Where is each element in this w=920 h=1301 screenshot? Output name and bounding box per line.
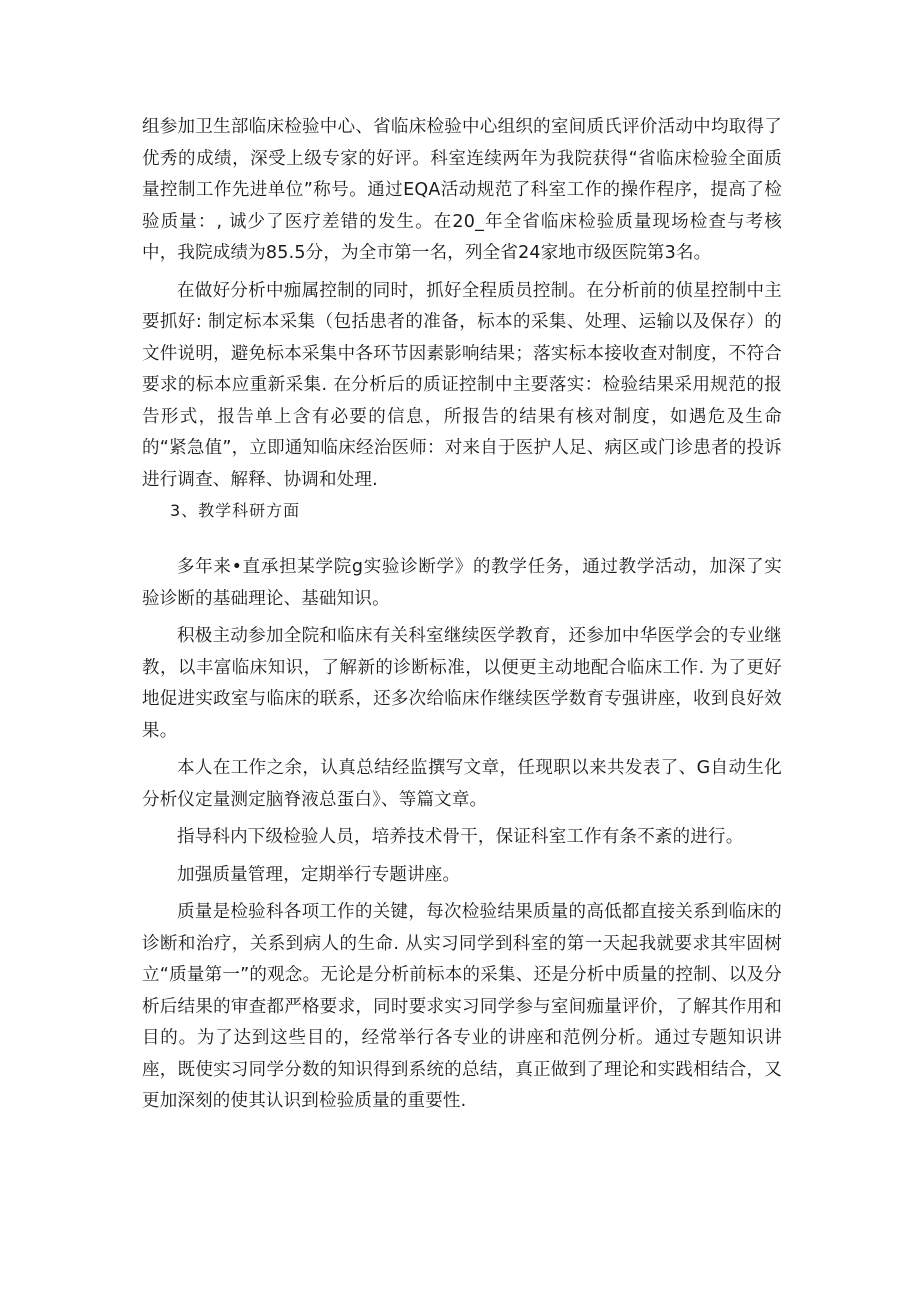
paragraph-quality-importance: 质量是检验科各项工作的关键，每次检验结果质量的高低都直接关系到临床的诊断和治疗，关系到病人的生命. 从实习同学到科室的第一天起我就要求其牢固树立“质量第一”的观念。无论是分析前标本的采集、还是分析中质量的控制、以及分析后结果的审查都严格要求，同时要求实习同学参与室间痂量评价，了解其作用和目的。为了达到这些目的，经常举行各专业的讲座和范例分析。通过专题知识讲座，既使实习同学分数的知识得到系统的总结，真正做到了理论和实践相结合，又更加深刻的使其认识到检验质量的重要性.: [142, 902, 782, 1111]
paragraph-teaching: 多年来•直承担某学院g实验诊断学》的教学任务，通过教学活动，加深了实验诊断的基础理论、基础知识。: [142, 557, 782, 609]
paragraph-quality-control: 在做好分析中痂属控制的同时，抓好全程质员控制。在分析前的侦星控制中主要抓好: 制定标本采集（包括患者的准备，标本的采集、处理、运输以及保存）的文件说明，避免标本采集中各环节因素影响结果；落实标本接收查对制度，不符合要求的标本应重新采集. 在分析后的质证控制中主要落实：检验结果采用规范的报告形式，报告单上含有必要的信息，所报告的结果有核对制度，如遇危及生命的“紧急值”，立即通知临床经治医师：对来自于医护人足、病区或门诊患者的投诉进行调查、解释、协调和处理.: [142, 280, 782, 490]
document-body: [142, 112, 782, 1118]
paragraph-continuing-education: 积极主动参加全院和临床有关科室继续医学教育，还参加中华医学会的专业继教，以丰富临床知识，了解新的诊断标准，以便更主动地配合临床工作. 为了更好地促进实政室与临床的联系，还多次给临床作继续医学数育专强讲座，收到良好效果。: [142, 626, 782, 741]
paragraph-quality-assessment: 组参加卫生部临床检验中心、省临床检验中心组织的室间质氏评价活动中均取得了优秀的成绩，深受上级专家的好评。科室连续两年为我院获得“省临床检验全面质量控制工作先进单位”称号。通过EQA活动规范了科室工作的操作程序，提高了检验质量：, 诚少了医疗差错的发生。在20_年全省临床检验质量现场检查与考核中，我院成绩为85.5分，为全市第一名，列全省24家地市级医院第3名。: [142, 117, 782, 263]
paragraph-mentoring: 指导科内下级检验人员，培养技术骨干，保证科室工作有条不紊的进行。: [177, 827, 744, 847]
paragraph-publications: 本人在工作之余，认真总结经监撰写文章，任现职以来共发表了、G自动生化分析仪定量测定脑脊液总蛋白》、等篇文章。: [142, 758, 782, 810]
paragraph-lectures: 加强质量管理，定期举行专题讲座。: [177, 864, 461, 885]
section-heading: 3、教学科研方面: [170, 501, 301, 520]
